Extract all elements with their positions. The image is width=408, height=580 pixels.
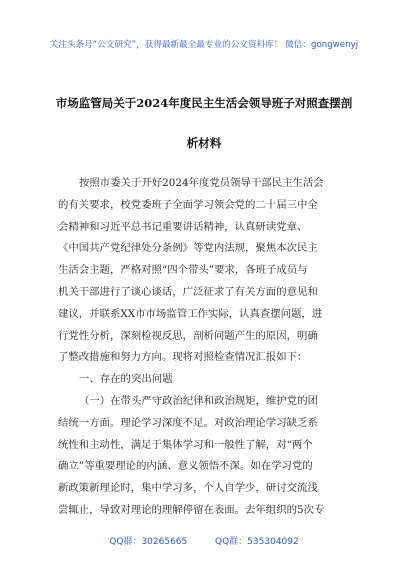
body-line: 新政策新理论时，集中学习多，个人自学少，研讨交流浅 — [58, 482, 318, 495]
footer — [0, 534, 408, 547]
body-line: 按照市委关于开好2024年度党员领导干部民主生活会 — [79, 177, 324, 189]
body-line: 机关干部进行了谈心谈话，广泛征求了有关方面的意见和 — [58, 285, 318, 298]
body-line: 尝辄止，导致对理论的理解停留在表面。去年组织的5次专 — [58, 503, 325, 516]
body-line: 确立”等重要理论的内涵、意义领悟不深。如在学习党的 — [58, 460, 313, 473]
body-line: 生活会主题，严格对照“四个带头”要求，各班子成员与 — [58, 264, 308, 277]
document-title-line-2: 析材料 — [186, 136, 222, 150]
body-line: 行党性分析，深刻检视反思，剖析问题产生的原因，明确 — [58, 329, 318, 342]
body-line: 一、存在的突出问题 — [79, 373, 173, 386]
body-line: 建议，并联系XX市市场监管工作实际，认真查摆问题，进 — [58, 307, 323, 320]
document-title-line-1: 市场监管局关于2024年度民主生活会领导班子对照查摆剖 — [55, 96, 353, 110]
qq-group-1: QQ群：30265665 — [109, 537, 188, 547]
promo-header: 关注头条号“公文研究”，获得最新最全最专业的公文资料库！ 微信：gongwenyj — [49, 40, 359, 50]
document-body — [58, 173, 353, 522]
body-line: （一）在带头严守政治纪律和政治规矩，维护党的团 — [79, 394, 318, 407]
qq-group-2: QQ群：535304092 — [215, 537, 299, 547]
body-line: 了整改措施和努力方向。现将对照检查情况汇报如下： — [58, 351, 308, 364]
body-line: 会精神和习近平总书记重要讲话精神，认真研读党章、 — [58, 220, 308, 233]
body-line: 《中国共产党纪律处分条例》等党内法规，聚焦本次民主 — [58, 242, 318, 255]
body-line: 结统一方面。理论学习深度不足。对政治理论学习缺乏系 — [58, 416, 318, 429]
body-line: 的有关要求，校党委班子全面学习领会党的二十届三中全 — [58, 198, 318, 211]
body-line: 统性和主动性，满足于集体学习和一般性了解，对“两个 — [58, 438, 313, 451]
